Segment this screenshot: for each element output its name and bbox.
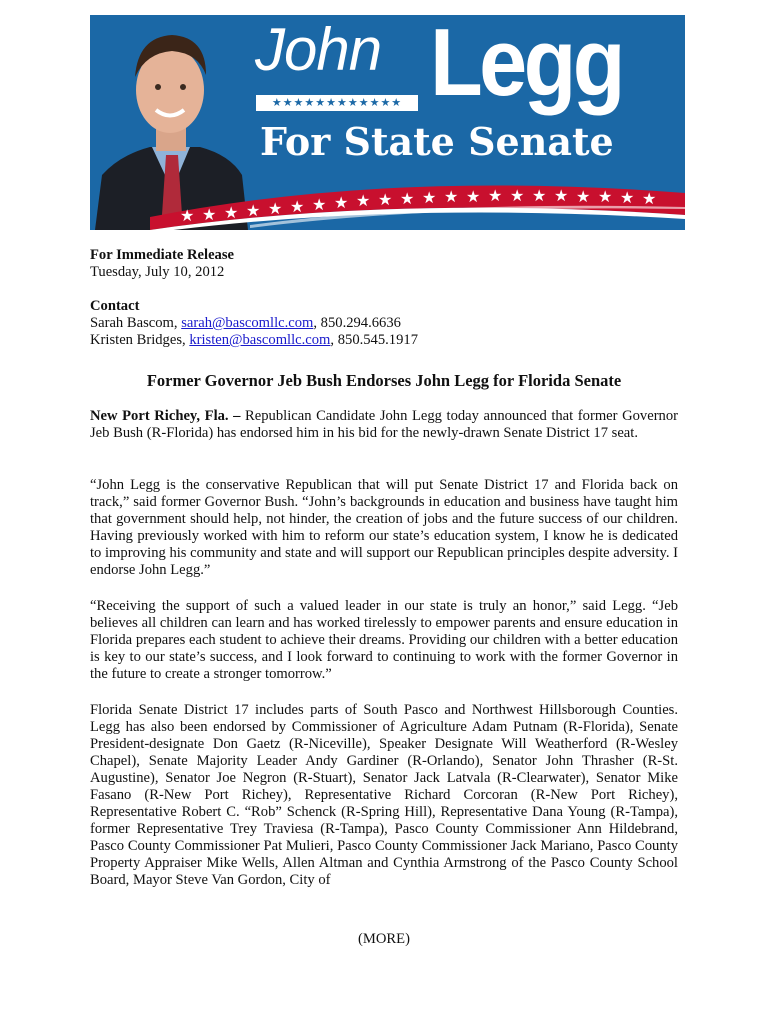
svg-text:★: ★: [202, 205, 217, 224]
press-headline: Former Governor Jeb Bush Endorses John Legg for Florida Senate: [146, 371, 622, 390]
svg-text:★: ★: [598, 187, 613, 206]
banner-subtitle: For State Senate: [260, 119, 614, 164]
banner-first-name: John: [255, 16, 382, 83]
svg-text:★: ★: [268, 199, 283, 218]
svg-text:★: ★: [378, 190, 393, 209]
banner-star-strip: ★★★★★★★★★★★★: [256, 95, 418, 111]
svg-text:★: ★: [554, 186, 569, 205]
svg-text:★: ★: [510, 186, 525, 205]
svg-text:★: ★: [444, 187, 459, 206]
svg-text:★: ★: [620, 188, 635, 207]
stars-stripes-swoosh: [90, 165, 685, 230]
svg-text:★: ★: [334, 193, 349, 212]
svg-text:★: ★: [488, 186, 503, 205]
contact-line: [90, 332, 678, 349]
contact-line: [90, 315, 678, 332]
svg-text:★: ★: [246, 201, 261, 220]
svg-text:★: ★: [290, 197, 305, 216]
contact-email-link[interactable]: kristen@bascomllc.com: [189, 332, 331, 348]
release-info: [90, 247, 678, 281]
paragraph-intro: [90, 408, 678, 442]
dateline: New Port Richey, Fla. –: [90, 408, 241, 424]
contact-name: Kristen Bridges,: [90, 332, 190, 348]
svg-text:★: ★: [576, 187, 591, 206]
svg-text:★: ★: [642, 189, 657, 208]
contact-section: [90, 298, 678, 349]
release-date: Tuesday, July 10, 2012: [90, 264, 225, 280]
svg-text:★: ★: [532, 186, 547, 205]
paragraph-intro-text: Republican Candidate John Legg today announced that former Governor Jeb Bush (R-Florida) has endorsed him in his bid for the newly-drawn Senate District 17 seat.: [90, 408, 679, 441]
contact-heading: Contact: [90, 298, 140, 314]
svg-text:★: ★: [180, 206, 195, 225]
contact-email-link[interactable]: sarah@bascomllc.com: [181, 315, 314, 331]
release-label: For Immediate Release: [90, 247, 234, 263]
paragraph-bush-quote: “John Legg is the conservative Republican that will put Senate District 17 and Florida back on track,” said former Governor Bush. “John’s backgrounds in education and business have taught him that government should help, not hinder, the creation of jobs and the future success of our children. Having previously worked with him to reform our state’s education system, I know he is dedicated to improving his community and state and will support our Republican principles despite adversity. I endorse John Legg.”: [90, 477, 678, 578]
svg-text:★: ★: [466, 187, 481, 206]
contact-phone: , 850.294.6636: [313, 315, 401, 331]
banner-last-name: Legg: [430, 15, 622, 116]
svg-text:★: ★: [312, 195, 327, 214]
contact-name: Sarah Bascom,: [90, 315, 182, 331]
more-indicator: (MORE): [358, 931, 410, 947]
svg-text:★: ★: [356, 191, 371, 210]
svg-text:★: ★: [422, 188, 437, 207]
contact-phone: , 850.545.1917: [330, 332, 418, 348]
svg-text:★: ★: [400, 189, 415, 208]
svg-text:★: ★: [224, 203, 239, 222]
campaign-banner: [90, 15, 685, 230]
paragraph-legg-quote: “Receiving the support of such a valued leader in our state is truly an honor,” said Legg. “Jeb believes all children can learn and has worked tirelessly to empower parents and ensure education in Florida prepares each student to achieve their dreams. Providing our children with a better education is key to our state’s success, and I look forward to continuing to work with the former Governor in the future to create a stronger tomorrow.”: [90, 598, 678, 682]
paragraph-endorsements: Florida Senate District 17 includes parts of South Pasco and Northwest Hillsborough Counties. Legg has also been endorsed by Commissioner of Agriculture Adam Putnam (R-Florida), Senate President-designate Don Gaetz (R-Niceville), Speaker Designate Will Weatherford (R-Wesley Chapel), Senate Majority Leader Andy Gardiner (R-Orlando), Senator John Thrasher (R-St. Augustine), Senator Joe Negron (R-Stuart), Senator Jack Latvala (R-Clearwater), Senator Mike Fasano (R-New Port Richey), Representative Richard Corcoran (R-New Port Richey), Representative Robert C. “Rob” Schenck (R-Spring Hill), Representative Dana Young (R-Tampa), former Representative Trey Traviesa (R-Tampa), Pasco County Commissioner Ann Hildebrand, Pasco County Commissioner Pat Mulieri, Pasco County Commissioner Jack Mariano, Pasco County Property Appraiser Mike Wells, Allen Altman and Cynthia Armstrong of the Pasco County School Board, Mayor Steve Van Gordon, City of: [90, 702, 678, 888]
